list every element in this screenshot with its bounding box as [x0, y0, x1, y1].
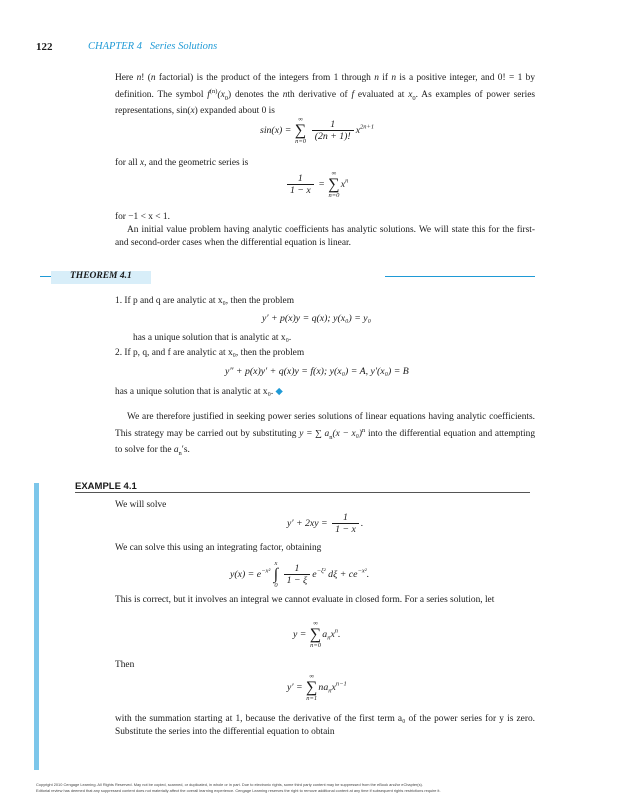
example-equation-1: y′ + 2xy = $\frac{1}{1 - x}$ . — [287, 512, 364, 535]
chapter-label: CHAPTER 4 — [88, 41, 142, 52]
intro-paragraph: Here n! (n factorial) is the product of the integers from 1 through n if n is a positive integer, and 0! = 1 by definition. The symbol $f^{(n)}(x_0)$ denotes the nth derivative of f evaluated at $x_0$. As examples of power series representations, sin(x) expanded about 0 is — [115, 73, 536, 117]
end-of-theorem-icon: ◆ — [275, 387, 283, 397]
substitution-paragraph: with the summation starting at 1, because the derivative of the first term a₀ of the power series for y is zero. Substitute the series into the differential equation to obtain — [115, 714, 535, 738]
theorem-item-2-after: has a unique solution that is analytic at x₀. ◆ — [115, 387, 283, 397]
theorem-label: THEOREM 4.1 — [70, 271, 132, 281]
editorial-line: Editorial review has deemed that any suppressed content does not materially affect the overall learning experience. Cengage Learning reserves the right to remove additional content at any time if subsequent rights restrictions require it. — [36, 788, 441, 793]
range-text: for −1 < x < 1. — [115, 212, 170, 222]
sin-series-equation: sin(x) = ∞ ∑ n=0 $\frac{1}{(2n + 1)!}$ $x^{2n+1}$ — [260, 116, 375, 145]
section-title: Series Solutions — [149, 41, 218, 52]
copyright-line: Copyright 2010 Cengage Learning. All Rights Reserved. May not be copied, scanned, or duplicated, in whole or in part. Due to electronic rights, some third party content may be suppressed from the eBook and/or eChapter(s). — [36, 782, 423, 787]
then-text: Then — [115, 660, 135, 670]
example-equation-2: $y(x) = e^{-x^2}$ x ∫ 0 $\frac{1}{1 - \xi}$ $e^{-\xi^2}$ $d\xi + ce^{-x^2}$. — [230, 560, 370, 589]
theorem-item-1-after: has a unique solution that is analytic at x₀. — [133, 333, 292, 343]
theorem-equation-2: y″ + p(x)y′ + q(x)y = f(x); y(x₀) = A, y′(x₀) = B — [225, 366, 409, 377]
integrating-factor-text: We can solve this using an integrating factor, obtaining — [115, 543, 322, 553]
for-all-x-text: for all x, and the geometric series is — [115, 158, 249, 168]
example-equation-4: y′ = ∞ ∑ n=1 $na_nx^{n-1}$ — [287, 673, 347, 702]
ivp-paragraph: An initial value problem having analytic coefficients has analytic solutions. We will state this for the first- and second-order cases when the differential equation is linear. — [115, 225, 535, 249]
geometric-series-equation: $\frac{1}{1 - x}$ = ∞ ∑ n=0 $x^n$ — [285, 170, 348, 199]
running-header — [88, 41, 217, 52]
theorem-item-2: 2. If p, q, and f are analytic at x₀, then the problem — [115, 348, 305, 358]
example-side-bar — [34, 483, 39, 770]
series-solution-text: This is correct, but it involves an integral we cannot evaluate in closed form. For a series solution, let — [115, 595, 495, 605]
example-intro: We will solve — [115, 500, 167, 510]
example-rule — [75, 492, 530, 493]
theorem-equation-1: y′ + p(x)y = q(x); y(x₀) = y₀ — [262, 313, 372, 324]
example-label: EXAMPLE 4.1 — [75, 481, 137, 492]
theorem-rule-right — [385, 276, 535, 277]
strategy-paragraph: We are therefore justified in seeking power series solutions of linear equations having analytic coefficients. This strategy may be carried out by substituting y = ∑ $a_n(x - x_0)^n$ into the differential equation and attempting to solve for the $a_n's$. — [115, 412, 536, 458]
example-equation-3: y = ∞ ∑ n=0 $a_nx^n$. — [293, 620, 341, 649]
page-number: 122 — [36, 41, 53, 53]
theorem-item-1: 1. If p and q are analytic at x₀, then the problem — [115, 296, 294, 306]
